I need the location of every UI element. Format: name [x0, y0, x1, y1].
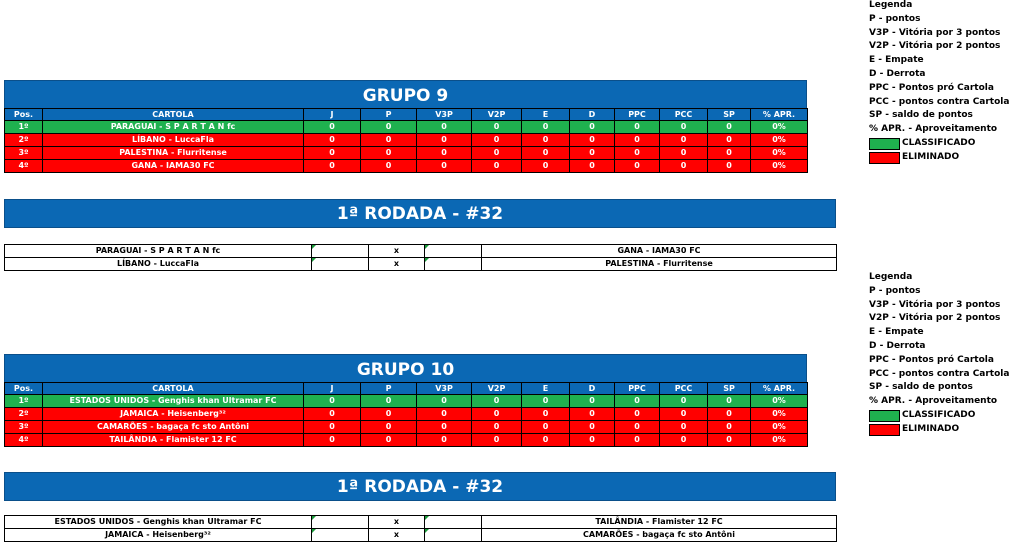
col-header-v2p: V2P	[472, 109, 522, 121]
eliminated-label: ELIMINADO	[902, 423, 960, 434]
col-header-e: E	[522, 383, 570, 395]
apr-cell: 0%	[751, 160, 808, 173]
v2p-cell: 0	[472, 147, 522, 160]
comment-marker-icon	[312, 245, 316, 249]
col-header-cartola: CARTOLA	[43, 109, 304, 121]
apr-cell: 0%	[751, 408, 808, 421]
comment-marker-icon	[425, 245, 429, 249]
comment-marker-icon	[425, 258, 429, 262]
pos-cell: 3º	[5, 147, 43, 160]
team-cell: GANA - IAMA30 FC	[43, 160, 304, 173]
d-cell: 0	[570, 408, 615, 421]
d-cell: 0	[570, 134, 615, 147]
apr-cell: 0%	[751, 434, 808, 447]
versus-label: x	[369, 516, 425, 529]
e-cell: 0	[522, 147, 570, 160]
legend-item: % APR. - Aproveitamento	[869, 396, 998, 407]
sp-cell: 0	[708, 434, 751, 447]
away-team: GANA - IAMA30 FC	[482, 245, 837, 258]
table-row	[5, 434, 808, 447]
col-header-pos: Pos.	[5, 109, 43, 121]
p-cell: 0	[361, 408, 417, 421]
legend-item: PPC - Pontos pró Cartola	[869, 354, 994, 365]
j-cell: 0	[304, 134, 361, 147]
d-cell: 0	[570, 160, 615, 173]
standings-table	[4, 108, 808, 173]
legend-item: V3P - Vitória por 3 pontos	[869, 299, 1001, 310]
home-team: JAMAICA - Heisenberg³²	[5, 529, 312, 542]
match-table	[4, 515, 837, 542]
comment-marker-icon	[312, 529, 316, 533]
apr-cell: 0%	[751, 395, 808, 408]
ppc-cell: 0	[615, 121, 660, 134]
versus-label: x	[369, 529, 425, 542]
v2p-cell: 0	[472, 434, 522, 447]
e-cell: 0	[522, 134, 570, 147]
col-header-j: J	[304, 109, 361, 121]
ppc-cell: 0	[615, 408, 660, 421]
table-row	[5, 121, 808, 134]
p-cell: 0	[361, 395, 417, 408]
table-header-row	[5, 383, 808, 395]
j-cell: 0	[304, 421, 361, 434]
team-cell: CAMARÕES - bagaça fc sto Antôni	[43, 421, 304, 434]
v3p-cell: 0	[417, 395, 472, 408]
legend-classified	[869, 409, 1009, 423]
e-cell: 0	[522, 395, 570, 408]
team-cell: PARAGUAI - S P A R T A N fc	[43, 121, 304, 134]
v3p-cell: 0	[417, 408, 472, 421]
legend-item: V3P - Vitória por 3 pontos	[869, 27, 1001, 38]
d-cell: 0	[570, 147, 615, 160]
legend-item: % APR. - Aproveitamento	[869, 124, 998, 135]
versus-label: x	[369, 245, 425, 258]
legend-item: E - Empate	[869, 327, 924, 338]
d-cell: 0	[570, 395, 615, 408]
col-header-p: P	[361, 383, 417, 395]
v3p-cell: 0	[417, 121, 472, 134]
classified-label: CLASSIFICADO	[902, 409, 976, 420]
sp-cell: 0	[708, 147, 751, 160]
v2p-cell: 0	[472, 395, 522, 408]
legend-item: PCC - pontos contra Cartola	[869, 368, 1010, 379]
match-row	[5, 245, 837, 258]
j-cell: 0	[304, 121, 361, 134]
legend-item: E - Empate	[869, 55, 924, 66]
table-row	[5, 160, 808, 173]
comment-marker-icon	[312, 516, 316, 520]
d-cell: 0	[570, 121, 615, 134]
legend-item: P - pontos	[869, 285, 921, 296]
home-team: LÍBANO - LuccaFla	[5, 258, 312, 271]
v2p-cell: 0	[472, 421, 522, 434]
pos-cell: 1º	[5, 395, 43, 408]
legend-item: PPC - Pontos pró Cartola	[869, 82, 994, 93]
v3p-cell: 0	[417, 134, 472, 147]
table-row	[5, 134, 808, 147]
match-table	[4, 244, 837, 271]
col-header-v3p: V3P	[417, 109, 472, 121]
team-cell: LÍBANO - LuccaFla	[43, 134, 304, 147]
pcc-cell: 0	[660, 160, 708, 173]
j-cell: 0	[304, 147, 361, 160]
sp-cell: 0	[708, 121, 751, 134]
col-header-pcc: PCC	[660, 383, 708, 395]
j-cell: 0	[304, 395, 361, 408]
group-title: GRUPO 10	[4, 354, 807, 382]
versus-label: x	[369, 258, 425, 271]
away-team: PALESTINA - Flurritense	[482, 258, 837, 271]
eliminated-swatch	[869, 424, 900, 436]
e-cell: 0	[522, 121, 570, 134]
v2p-cell: 0	[472, 134, 522, 147]
home-team: ESTADOS UNIDOS - Genghis khan Ultramar FC	[5, 516, 312, 529]
col-header-apr: % APR.	[751, 383, 808, 395]
col-header-sp: SP	[708, 383, 751, 395]
pcc-cell: 0	[660, 121, 708, 134]
table-row	[5, 421, 808, 434]
standings-table	[4, 382, 808, 447]
ppc-cell: 0	[615, 147, 660, 160]
d-cell: 0	[570, 434, 615, 447]
pos-cell: 4º	[5, 160, 43, 173]
sp-cell: 0	[708, 408, 751, 421]
v3p-cell: 0	[417, 434, 472, 447]
ppc-cell: 0	[615, 134, 660, 147]
away-score-input[interactable]	[425, 245, 482, 258]
v3p-cell: 0	[417, 147, 472, 160]
legend-item: V2P - Vitória por 2 pontos	[869, 41, 1001, 52]
col-header-j: J	[304, 383, 361, 395]
apr-cell: 0%	[751, 121, 808, 134]
classified-swatch	[869, 138, 900, 150]
v2p-cell: 0	[472, 408, 522, 421]
legend-eliminated	[869, 423, 1009, 437]
d-cell: 0	[570, 421, 615, 434]
col-header-v3p: V3P	[417, 383, 472, 395]
ppc-cell: 0	[615, 421, 660, 434]
j-cell: 0	[304, 160, 361, 173]
comment-marker-icon	[425, 529, 429, 533]
e-cell: 0	[522, 421, 570, 434]
home-score-input[interactable]	[312, 529, 369, 542]
sp-cell: 0	[708, 395, 751, 408]
p-cell: 0	[361, 147, 417, 160]
classified-label: CLASSIFICADO	[902, 137, 976, 148]
table-header-row	[5, 109, 808, 121]
col-header-cartola: CARTOLA	[43, 383, 304, 395]
team-cell: PALESTINA - Flurritense	[43, 147, 304, 160]
sp-cell: 0	[708, 421, 751, 434]
table-row	[5, 408, 808, 421]
sp-cell: 0	[708, 134, 751, 147]
pcc-cell: 0	[660, 147, 708, 160]
col-header-d: D	[570, 383, 615, 395]
comment-marker-icon	[312, 258, 316, 262]
home-team: PARAGUAI - S P A R T A N fc	[5, 245, 312, 258]
team-cell: JAMAICA - Heisenberg³²	[43, 408, 304, 421]
legend-item: SP - saldo de pontos	[869, 382, 973, 393]
col-header-apr: % APR.	[751, 109, 808, 121]
legend-item: D - Derrota	[869, 340, 926, 351]
v2p-cell: 0	[472, 160, 522, 173]
ppc-cell: 0	[615, 395, 660, 408]
away-score-input[interactable]	[425, 516, 482, 529]
legend-title: Legenda	[869, 272, 913, 282]
legend-panel	[869, 271, 1009, 437]
col-header-ppc: PPC	[615, 109, 660, 121]
home-score-input[interactable]	[312, 516, 369, 529]
legend-item: D - Derrota	[869, 68, 926, 79]
col-header-pos: Pos.	[5, 383, 43, 395]
legend-item: V2P - Vitória por 2 pontos	[869, 313, 1001, 324]
j-cell: 0	[304, 434, 361, 447]
team-cell: ESTADOS UNIDOS - Genghis khan Ultramar FC	[43, 395, 304, 408]
group-10	[4, 354, 807, 447]
round-banner: 1ª RODADA - #32	[4, 472, 836, 501]
group-title: GRUPO 9	[4, 80, 807, 108]
col-header-p: P	[361, 109, 417, 121]
col-header-d: D	[570, 109, 615, 121]
p-cell: 0	[361, 134, 417, 147]
eliminated-label: ELIMINADO	[902, 151, 960, 162]
pcc-cell: 0	[660, 421, 708, 434]
pos-cell: 2º	[5, 134, 43, 147]
round-banner: 1ª RODADA - #32	[4, 199, 836, 228]
pos-cell: 4º	[5, 434, 43, 447]
p-cell: 0	[361, 421, 417, 434]
p-cell: 0	[361, 160, 417, 173]
legend-panel	[869, 0, 1009, 165]
col-header-pcc: PCC	[660, 109, 708, 121]
away-score-input[interactable]	[425, 258, 482, 271]
e-cell: 0	[522, 408, 570, 421]
pcc-cell: 0	[660, 395, 708, 408]
home-score-input[interactable]	[312, 245, 369, 258]
comment-marker-icon	[425, 516, 429, 520]
legend-item: PCC - pontos contra Cartola	[869, 96, 1010, 107]
e-cell: 0	[522, 434, 570, 447]
pos-cell: 1º	[5, 121, 43, 134]
apr-cell: 0%	[751, 134, 808, 147]
p-cell: 0	[361, 121, 417, 134]
away-score-input[interactable]	[425, 529, 482, 542]
match-row	[5, 529, 837, 542]
classified-swatch	[869, 410, 900, 422]
legend-title: Legenda	[869, 0, 913, 10]
away-team: TAILÂNDIA - Flamister 12 FC	[482, 516, 837, 529]
p-cell: 0	[361, 434, 417, 447]
legend-item: P - pontos	[869, 13, 921, 24]
away-team: CAMARÕES - bagaça fc sto Antôni	[482, 529, 837, 542]
apr-cell: 0%	[751, 147, 808, 160]
pos-cell: 2º	[5, 408, 43, 421]
eliminated-swatch	[869, 152, 900, 164]
j-cell: 0	[304, 408, 361, 421]
group-9	[4, 80, 807, 173]
home-score-input[interactable]	[312, 258, 369, 271]
match-row	[5, 516, 837, 529]
ppc-cell: 0	[615, 160, 660, 173]
pcc-cell: 0	[660, 134, 708, 147]
col-header-sp: SP	[708, 109, 751, 121]
col-header-v2p: V2P	[472, 383, 522, 395]
e-cell: 0	[522, 160, 570, 173]
v3p-cell: 0	[417, 160, 472, 173]
pos-cell: 3º	[5, 421, 43, 434]
table-row	[5, 395, 808, 408]
apr-cell: 0%	[751, 421, 808, 434]
v2p-cell: 0	[472, 121, 522, 134]
pcc-cell: 0	[660, 408, 708, 421]
team-cell: TAILÂNDIA - Flamister 12 FC	[43, 434, 304, 447]
ppc-cell: 0	[615, 434, 660, 447]
v3p-cell: 0	[417, 421, 472, 434]
legend-eliminated	[869, 151, 1009, 165]
col-header-ppc: PPC	[615, 383, 660, 395]
table-row	[5, 147, 808, 160]
match-row	[5, 258, 837, 271]
legend-classified	[869, 137, 1009, 151]
col-header-e: E	[522, 109, 570, 121]
sp-cell: 0	[708, 160, 751, 173]
legend-item: SP - saldo de pontos	[869, 110, 973, 121]
pcc-cell: 0	[660, 434, 708, 447]
